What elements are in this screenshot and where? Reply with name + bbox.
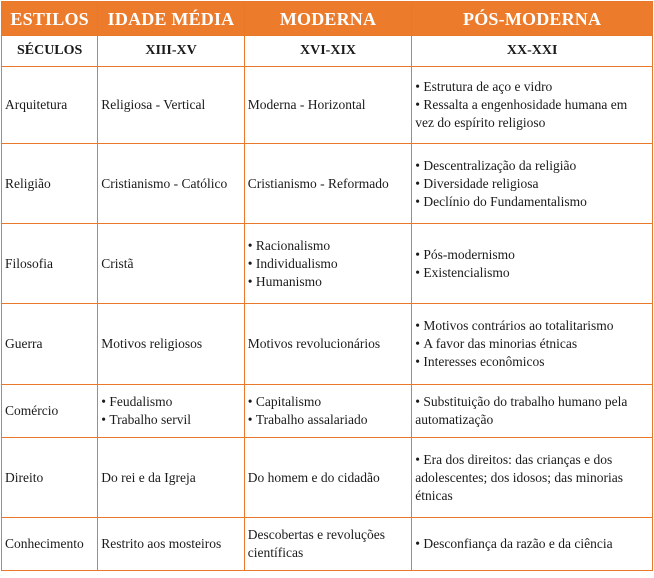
cell-moderna: Do homem e do cidadão: [244, 438, 411, 518]
cell-moderna: [244, 385, 411, 438]
bullet-item: • Interesses econômicos: [415, 353, 649, 371]
row-filosofia: [2, 224, 653, 304]
row-label: Religião: [2, 144, 98, 224]
cell-pos-moderna: [412, 67, 653, 144]
bullet-item: • Feudalismo: [101, 393, 241, 411]
history-styles-table: [1, 1, 653, 571]
bullet-item: • Descentralização da religião: [415, 157, 649, 175]
row-religiao: [2, 144, 653, 224]
cell-idade-media: Motivos religiosos: [98, 304, 245, 385]
header-estilos: ESTILOS: [2, 2, 98, 36]
cell-pos-moderna: [412, 304, 653, 385]
row-conhecimento: [2, 518, 653, 571]
bullet-item: • Racionalismo: [248, 237, 408, 255]
cell-moderna: Moderna - Horizontal: [244, 67, 411, 144]
bullet-item: • Substituição do trabalho humano pela automatização: [415, 393, 649, 429]
cell-moderna: Descobertas e revoluções científicas: [244, 518, 411, 571]
bullet-item: • Era dos direitos: das crianças e dos adolescentes; dos idosos; das minorias étnicas: [415, 451, 649, 505]
cell-idade-media: [98, 385, 245, 438]
row-comercio: [2, 385, 653, 438]
bullet-item: • Trabalho servil: [101, 411, 241, 429]
cell-pos-moderna: [412, 518, 653, 571]
cell-idade-media: Religiosa - Vertical: [98, 67, 245, 144]
bullet-item: • A favor das minorias étnicas: [415, 335, 649, 353]
header-moderna: MODERNA: [244, 2, 411, 36]
bullet-item: • Diversidade religiosa: [415, 175, 649, 193]
bullet-item: • Estrutura de aço e vidro: [415, 78, 649, 96]
bullet-item: • Ressalta a engenhosidade humana em vez do espírito religioso: [415, 96, 649, 132]
row-guerra: [2, 304, 653, 385]
bullet-item: • Motivos contrários ao totalitarismo: [415, 317, 649, 335]
seculos-idade-media: XIII-XV: [98, 36, 245, 67]
cell-pos-moderna: [412, 144, 653, 224]
cell-pos-moderna: [412, 438, 653, 518]
bullet-item: • Individualismo: [248, 255, 408, 273]
bullet-item: • Declínio do Fundamentalismo: [415, 193, 649, 211]
seculos-pos-moderna: XX-XXI: [412, 36, 653, 67]
row-label: Filosofia: [2, 224, 98, 304]
row-arquitetura: [2, 67, 653, 144]
row-direito: [2, 438, 653, 518]
row-label: Guerra: [2, 304, 98, 385]
header-idade-media: IDADE MÉDIA: [98, 2, 245, 36]
header-row: [2, 2, 653, 36]
cell-idade-media: Do rei e da Igreja: [98, 438, 245, 518]
cell-moderna: Cristianismo - Reformado: [244, 144, 411, 224]
row-label: Comércio: [2, 385, 98, 438]
cell-moderna: Motivos revolucionários: [244, 304, 411, 385]
cell-idade-media: Cristianismo - Católico: [98, 144, 245, 224]
row-label: Conhecimento: [2, 518, 98, 571]
row-label: Arquitetura: [2, 67, 98, 144]
bullet-item: • Capitalismo: [248, 393, 408, 411]
seculos-label: SÉCULOS: [2, 36, 98, 67]
row-label: Direito: [2, 438, 98, 518]
cell-pos-moderna: [412, 224, 653, 304]
bullet-item: • Existencialismo: [415, 264, 649, 282]
header-pos-moderna: PÓS-MODERNA: [412, 2, 653, 36]
cell-moderna: [244, 224, 411, 304]
cell-pos-moderna: [412, 385, 653, 438]
bullet-item: • Pós-modernismo: [415, 246, 649, 264]
bullet-item: • Desconfiança da razão e da ciência: [415, 535, 649, 553]
cell-idade-media: Cristã: [98, 224, 245, 304]
seculos-row: [2, 36, 653, 67]
bullet-item: • Trabalho assalariado: [248, 411, 408, 429]
seculos-moderna: XVI-XIX: [244, 36, 411, 67]
cell-idade-media: Restrito aos mosteiros: [98, 518, 245, 571]
bullet-item: • Humanismo: [248, 273, 408, 291]
